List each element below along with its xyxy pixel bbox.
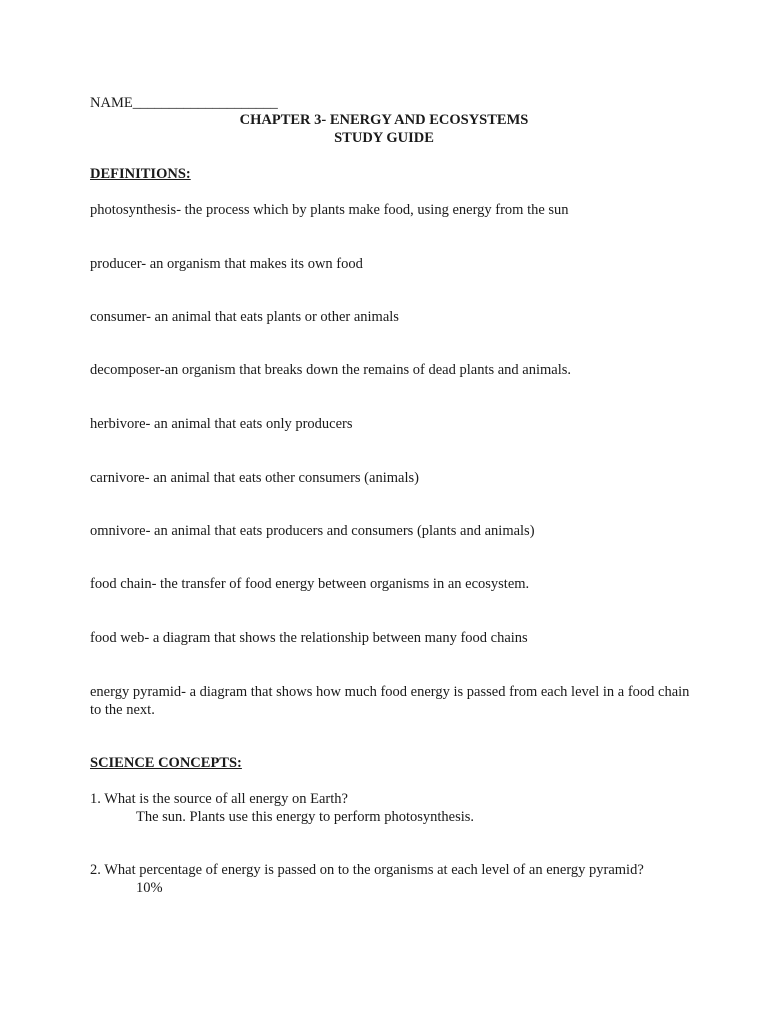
document-subtitle: STUDY GUIDE (334, 130, 434, 146)
science-concepts-heading: SCIENCE CONCEPTS: (90, 755, 242, 771)
definition-consumer: consumer- an animal that eats plants or other animals (90, 309, 399, 325)
definition-carnivore: carnivore- an animal that eats other consumers (animals) (90, 470, 419, 486)
definition-energy-pyramid: energy pyramid- a diagram that shows how much food energy is passed from each level in a food chain to the next. (90, 684, 690, 718)
definition-food-chain: food chain- the transfer of food energy between organisms in an ecosystem. (90, 576, 530, 592)
answer-1: The sun. Plants use this energy to perform photosynthesis. (136, 809, 475, 825)
definition-decomposer: decomposer-an organism that breaks down the remains of dead plants and animals. (90, 362, 572, 378)
definition-omnivore: omnivore- an animal that eats producers and consumers (plants and animals) (90, 523, 535, 539)
definition-photosynthesis: photosynthesis- the process which by plants make food, using energy from the sun (90, 202, 569, 218)
definition-producer: producer- an organism that makes its own food (90, 256, 363, 272)
definitions-heading: DEFINITIONS: (90, 166, 191, 182)
name-line: NAME____________________ (90, 95, 278, 111)
answer-2: 10% (136, 880, 163, 896)
definition-herbivore: herbivore- an animal that eats only producers (90, 416, 353, 432)
definition-food-web: food web- a diagram that shows the relationship between many food chains (90, 630, 528, 646)
question-2: 2. What percentage of energy is passed on to the organisms at each level of an energy pyramid? (90, 862, 644, 878)
question-1: 1. What is the source of all energy on Earth? (90, 791, 348, 807)
document-title: CHAPTER 3- ENERGY AND ECOSYSTEMS (239, 112, 529, 128)
